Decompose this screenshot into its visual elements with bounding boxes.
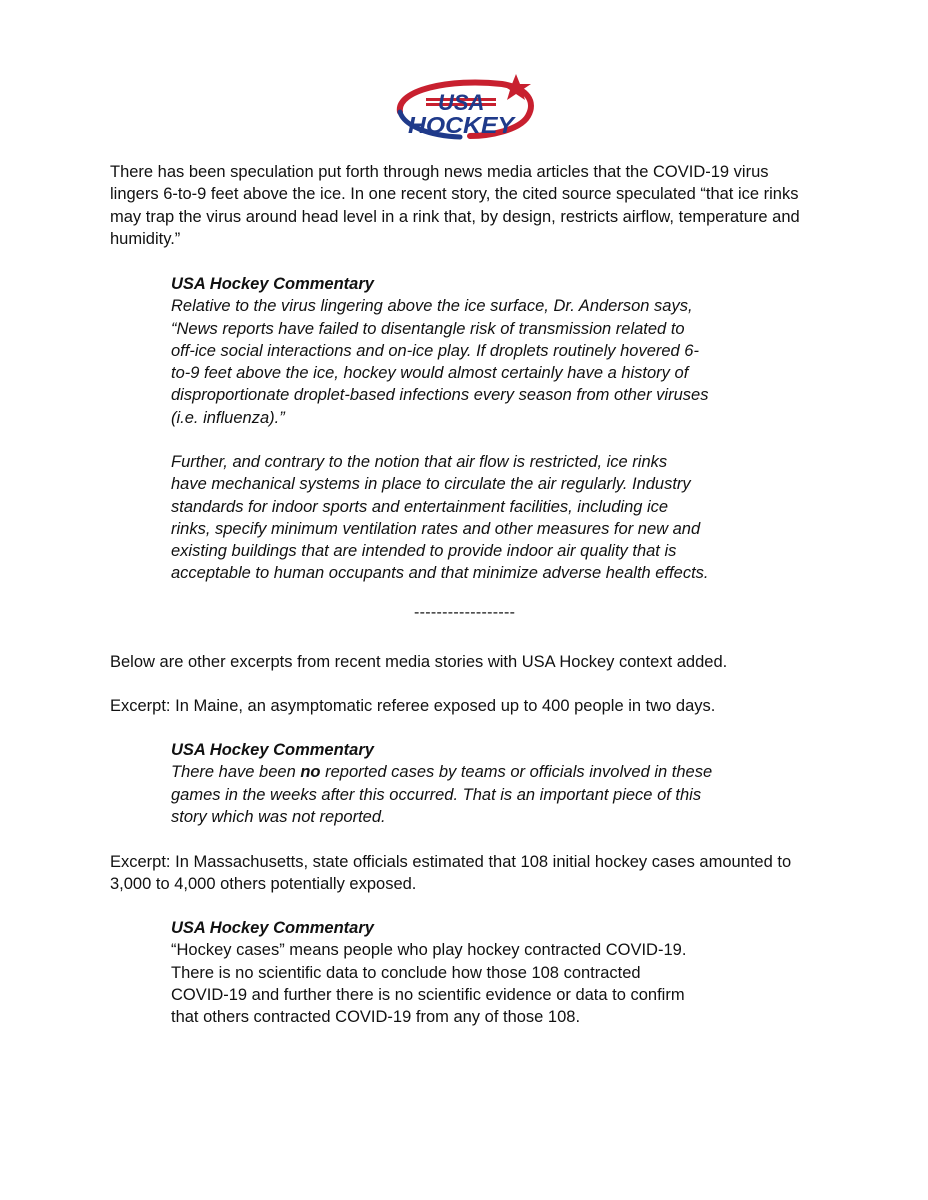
intro-excerpts-line: Below are other excerpts from recent media stories with USA Hockey context added. — [110, 653, 728, 671]
commentary-line — [171, 761, 712, 783]
commentary-3 — [171, 917, 686, 1028]
commentary-line: that others contracted COVID-19 from any of those 108. — [171, 1008, 581, 1027]
commentary-line: off-ice social interactions and on-ice play. If droplets routinely hovered 6- — [171, 341, 699, 360]
intro-line: lingers 6-to-9 feet above the ice. In one recent story, the cited source speculated “that ice rinks — [110, 185, 799, 204]
usa-hockey-logo — [390, 70, 540, 142]
commentary-heading: USA Hockey Commentary — [171, 919, 374, 937]
commentary-text: There have been — [171, 763, 301, 782]
commentary-line: Further, and contrary to the notion that air flow is restricted, ice rinks — [171, 453, 668, 471]
commentary-line: games in the weeks after this occurred. That is an important piece of this — [171, 785, 702, 804]
intro-paragraph — [110, 161, 800, 250]
commentary-line: (i.e. influenza).” — [171, 408, 285, 427]
logo-text-top: USA — [438, 90, 485, 115]
commentary-line: There is no scientific data to conclude how those 108 contracted — [171, 963, 641, 982]
intro-line: humidity.” — [110, 229, 181, 248]
commentary-line: COVID-19 and further there is no scientific evidence or data to confirm — [171, 985, 685, 1004]
excerpt-line: Excerpt: In Massachusetts, state officials estimated that 108 initial hockey cases amounted to — [110, 853, 792, 871]
emphasis-no: no — [300, 763, 321, 782]
excerpt-massachusetts — [110, 851, 791, 896]
excerpt-line: 3,000 to 4,000 others potentially exposed. — [110, 875, 417, 894]
commentary-heading: USA Hockey Commentary — [171, 741, 374, 759]
commentary-line: rinks, specify minimum ventilation rates and other measures for new and — [171, 519, 701, 538]
commentary-2 — [171, 739, 712, 828]
commentary-line: acceptable to human occupants and that minimize adverse health effects. — [171, 564, 709, 583]
commentary-line: “News reports have failed to disentangle risk of transmission related to — [171, 319, 685, 338]
excerpt-maine: Excerpt: In Maine, an asymptomatic referee exposed up to 400 people in two days. — [110, 697, 716, 715]
commentary-line: to-9 feet above the ice, hockey would almost certainly have a history of — [171, 364, 689, 383]
commentary-line: standards for indoor sports and entertainment facilities, including ice — [171, 497, 669, 516]
commentary-line: “Hockey cases” means people who play hockey contracted COVID-19. — [171, 941, 687, 960]
logo-text-bottom: HOCKEY — [408, 112, 517, 138]
commentary-line: have mechanical systems in place to circulate the air regularly. Industry — [171, 475, 691, 494]
commentary-line: Relative to the virus lingering above the ice surface, Dr. Anderson says, — [171, 297, 693, 316]
commentary-1 — [171, 273, 708, 429]
commentary-line: story which was not reported. — [171, 807, 386, 826]
commentary-heading: USA Hockey Commentary — [171, 275, 374, 293]
usa-hockey-logo-graphic — [390, 70, 540, 142]
commentary-1-paragraph-2 — [171, 451, 708, 585]
intro-line: There has been speculation put forth through news media articles that the COVID-19 virus — [110, 163, 769, 181]
commentary-text: reported cases by teams or officials involved in these — [320, 763, 713, 782]
section-divider: ------------------ — [414, 604, 516, 621]
commentary-line: existing buildings that are intended to provide indoor air quality that is — [171, 542, 677, 561]
intro-line: may trap the virus around head level in a rink that, by design, restricts airflow, temperature and — [110, 207, 800, 226]
commentary-line: disproportionate droplet-based infections every season from other viruses — [171, 386, 709, 405]
